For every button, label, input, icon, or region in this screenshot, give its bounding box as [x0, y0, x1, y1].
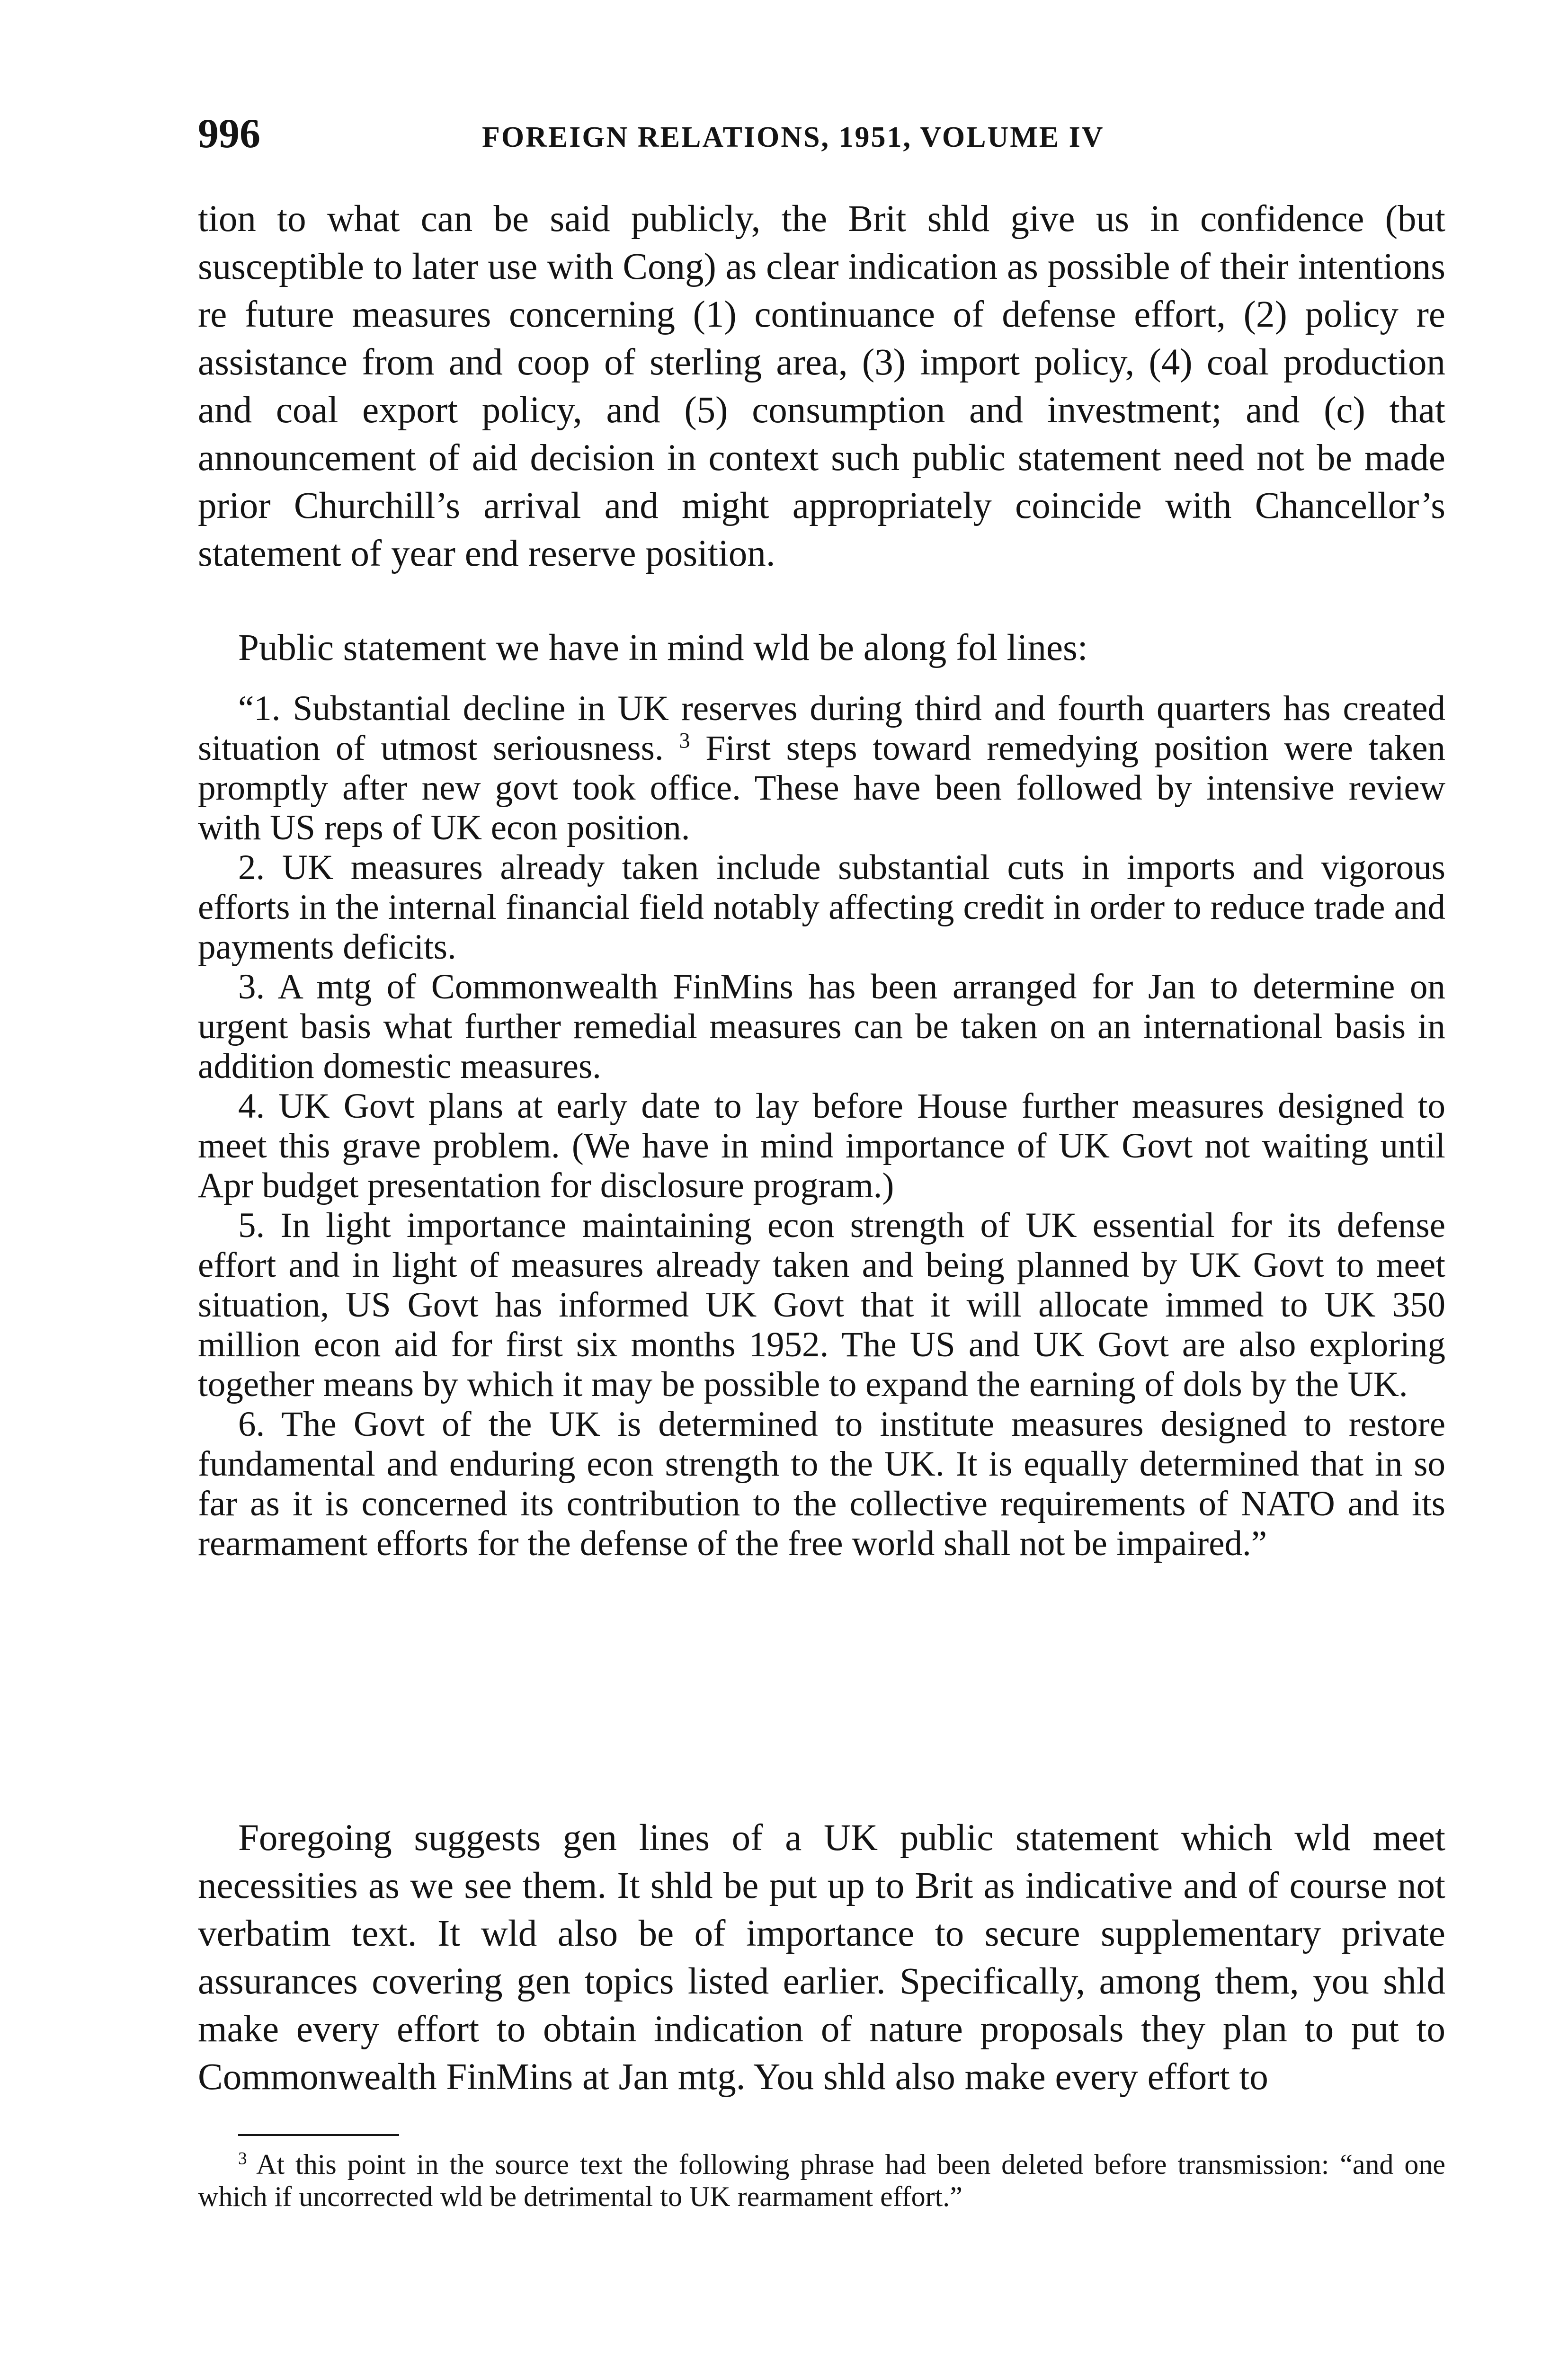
statement-item-1 — [198, 689, 1445, 848]
footnote-reference: 3 — [679, 729, 690, 753]
statement-item-6: 6. The Govt of the UK is determined to institute measures designed to restore fundamental and enduring econ strength to the UK. It is equally determined that in so far as it is concerned its contribution to the collective requirements of NATO and its rearmament efforts for the defense of the free world shall not be impaired.” — [198, 1405, 1445, 1563]
footnote-marker: 3 — [238, 2149, 247, 2169]
statement-item-5: 5. In light importance maintaining econ strength of UK essential for its defense effort and in light of measures already taken and being planned by UK Govt to meet situation, US Govt has informed UK Govt that it will allocate immed to UK 350 million econ aid for first six months 1952. The US and UK Govt are also exploring together means by which it may be possible to expand the earning of dols by the UK. — [198, 1206, 1445, 1404]
statement-item-4: 4. UK Govt plans at early date to lay before House further measures designed to meet this grave problem. (We have in mind importance of UK Govt not waiting until Apr budget presentation for disclosure program.) — [198, 1086, 1445, 1205]
running-head — [198, 108, 1445, 160]
lead-in-paragraph: Public statement we have in mind wld be along fol lines: — [238, 627, 1088, 668]
statement-item-2: 2. UK measures already taken include substantial cuts in imports and vigorous efforts in the internal financial field notably affecting credit in order to reduce trade and payments deficits. — [198, 848, 1445, 967]
intro-paragraph: tion to what can be said publicly, the Brit shld give us in confidence (but susceptible to later use with Cong) as clear indication as possible of their intentions re future measures concerning (1) continuance of defense effort, (2) policy re assistance from and coop of sterling area, (3) import policy, (4) coal production and coal export policy, and (5) consumption and investment; and (c) that announcement of aid decision in context such public statement need not be made prior Churchill’s arrival and might appropriately coincide with Chancellor’s statement of year end reserve position. — [198, 198, 1445, 574]
footnote — [198, 2148, 1445, 2213]
statement-item-1-text-b: First steps toward remedying position were taken promptly after new govt took office. These have been followed by intensive review with US reps of UK econ position. — [198, 729, 1446, 847]
quoted-statement — [198, 689, 1445, 1564]
statement-item-1-text-a: “1. Substantial decline in UK reserves during third and fourth quarters has created situation of utmost seriousness. — [198, 689, 1445, 768]
closing-paragraph: Foregoing suggests gen lines of a UK public statement which wld meet necessities as we see them. It shld be put up to Brit as indicative and of course not verbatim text. It wld also be of importance to secure supplementary private assurances covering gen topics listed earlier. Specifically, among them, you shld make every effort to obtain indication of nature proposals they plan to put to Commonwealth FinMins at Jan mtg. You shld also make every effort to — [198, 1817, 1445, 2098]
page-number: 996 — [198, 111, 260, 157]
footnote-text: At this point in the source text the following phrase had been deleted before transmission: “and one which if uncorrected wld be detrimental to UK rearmament effort.” — [198, 2149, 1445, 2212]
statement-item-3: 3. A mtg of Commonwealth FinMins has been arranged for Jan to determine on urgent basis what further remedial measures can be taken on an international basis in addition domestic measures. — [198, 967, 1445, 1086]
document-page — [198, 0, 1445, 2367]
running-title: FOREIGN RELATIONS, 1951, VOLUME IV — [482, 121, 1105, 153]
footnote-divider — [238, 2134, 399, 2136]
